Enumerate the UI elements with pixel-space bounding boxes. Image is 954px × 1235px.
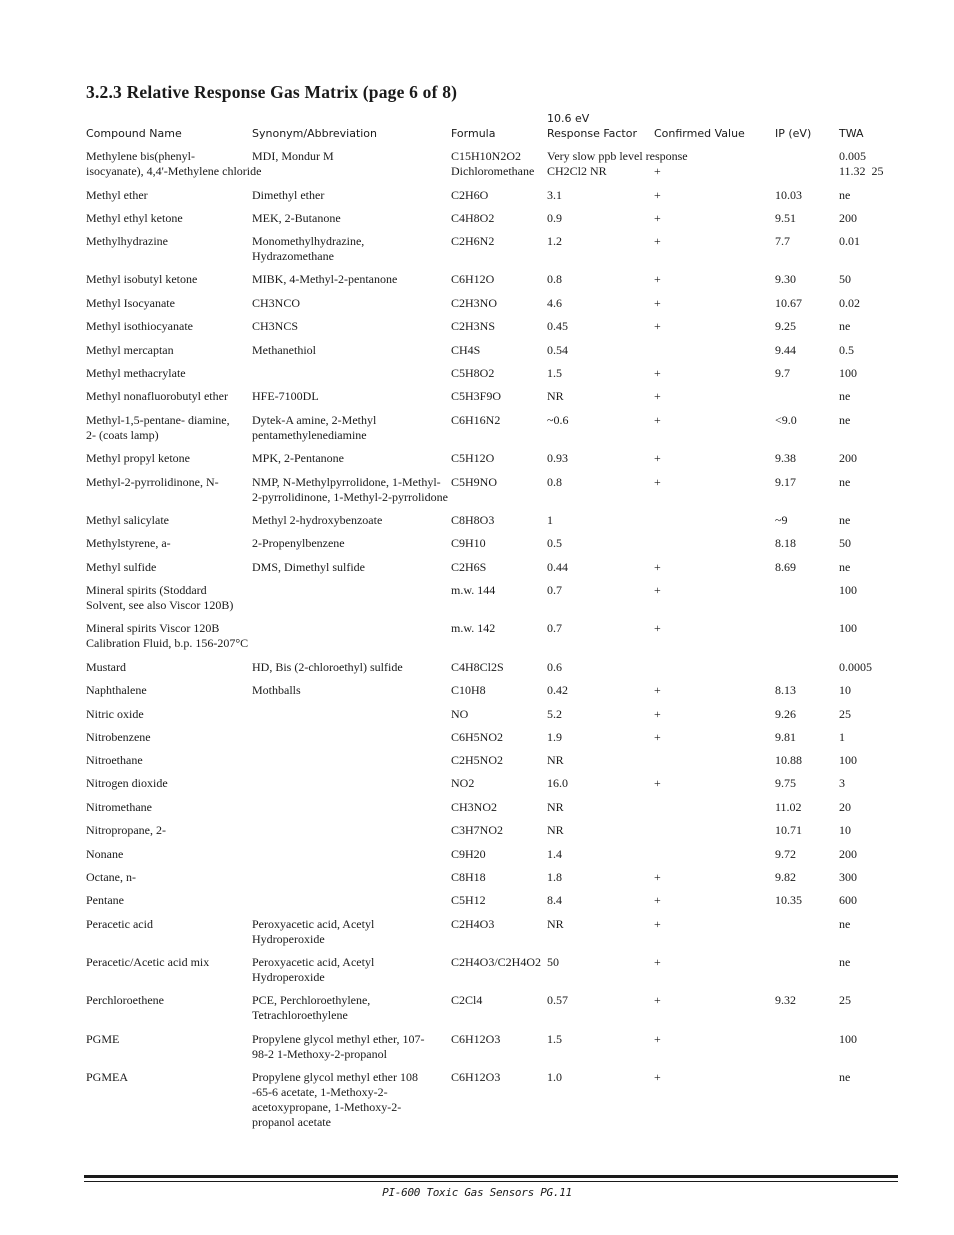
confirmed-value-cell: + bbox=[654, 366, 661, 380]
twa-value-cell: 100 bbox=[839, 753, 857, 767]
twa-value-cell: 100 bbox=[839, 621, 857, 635]
response-factor-cell: 0.57 bbox=[547, 993, 568, 1007]
response-factor-cell: 0.9 bbox=[547, 211, 562, 225]
response-factor-cell: 0.7 bbox=[547, 583, 562, 597]
header-compound-name: Compound Name bbox=[86, 127, 182, 140]
synonym-cell: HD, Bis (2-chloroethyl) sulfide bbox=[252, 660, 403, 674]
ip-value-cell: 7.7 bbox=[775, 234, 790, 248]
confirmed-value-cell: + bbox=[654, 211, 661, 225]
response-factor-cell: 3.1 bbox=[547, 188, 562, 202]
twa-value-cell: 300 bbox=[839, 870, 857, 884]
confirmed-value-cell: + bbox=[654, 583, 661, 597]
confirmed-value-cell: + bbox=[654, 475, 661, 489]
twa-value-cell: 600 bbox=[839, 893, 857, 907]
header-synonym: Synonym/Abbreviation bbox=[252, 127, 378, 140]
compound-name-cell: Methylstyrene, a- bbox=[86, 536, 171, 550]
confirmed-value-cell: + bbox=[654, 707, 661, 721]
response-factor-cell: 4.6 bbox=[547, 296, 562, 310]
ip-value-cell: <9.0 bbox=[775, 413, 797, 427]
synonym-cell: Peroxyacetic acid, Acetyl Hydroperoxide bbox=[252, 917, 375, 946]
confirmed-value-cell: + bbox=[654, 776, 661, 790]
confirmed-value-cell: + bbox=[654, 413, 661, 427]
response-factor-cell: 1.5 bbox=[547, 366, 562, 380]
header-formula: Formula bbox=[451, 127, 496, 140]
ip-value-cell: 9.44 bbox=[775, 343, 796, 357]
ip-value-cell: 8.13 bbox=[775, 683, 796, 697]
response-factor-cell: NR bbox=[547, 800, 564, 814]
formula-cell: CH3NO2 bbox=[451, 800, 498, 814]
formula-cell: NO2 bbox=[451, 776, 475, 790]
compound-name-cell: PGME bbox=[86, 1032, 120, 1046]
twa-value-cell: 0.02 bbox=[839, 296, 860, 310]
twa-value-cell: 200 bbox=[839, 211, 857, 225]
response-factor-cell: 1.0 bbox=[547, 1070, 562, 1084]
formula-cell: C2H6O bbox=[451, 188, 489, 202]
twa-value-cell: 0.5 bbox=[839, 343, 854, 357]
ip-value-cell: 9.82 bbox=[775, 870, 796, 884]
footer-rule-thin bbox=[84, 1181, 898, 1182]
confirmed-value-cell: + bbox=[654, 296, 661, 310]
confirmed-value-cell: + bbox=[654, 683, 661, 697]
ip-value-cell: 10.35 bbox=[775, 893, 802, 907]
synonym-cell: CH3NCS bbox=[252, 319, 299, 333]
formula-cell: C9H20 bbox=[451, 847, 486, 861]
response-factor-cell: 0.5 bbox=[547, 536, 562, 550]
formula-cell: C9H10 bbox=[451, 536, 486, 550]
formula-cell: m.w. 144 bbox=[451, 583, 496, 597]
confirmed-value-cell: + bbox=[654, 621, 661, 635]
twa-value-cell: 50 bbox=[839, 272, 851, 286]
header-response-factor: Response Factor bbox=[547, 127, 637, 140]
response-factor-cell: NR bbox=[547, 753, 564, 767]
confirmed-value-cell: + bbox=[654, 389, 661, 403]
confirmed-value-cell: + bbox=[654, 319, 661, 333]
compound-name-cell: Nitric oxide bbox=[86, 707, 144, 721]
twa-value-cell: 10 bbox=[839, 823, 851, 837]
compound-name-cell: Methyl sulfide bbox=[86, 560, 157, 574]
header-response-top: 10.6 eV bbox=[547, 112, 590, 125]
compound-name-cell: Methyl methacrylate bbox=[86, 366, 186, 380]
response-factor-cell: 0.44 bbox=[547, 560, 568, 574]
ip-value-cell: ~9 bbox=[775, 513, 788, 527]
synonym-cell: MEK, 2-Butanone bbox=[252, 211, 341, 225]
twa-value-cell: 3 bbox=[839, 776, 845, 790]
response-factor-cell: 50 bbox=[547, 955, 559, 969]
synonym-cell: Methyl 2-hydroxybenzoate bbox=[252, 513, 383, 527]
twa-value-cell: ne bbox=[839, 917, 851, 931]
twa-value-cell: ne bbox=[839, 188, 851, 202]
compound-name-cell: Methylene bis(phenyl- isocyanate), 4,4'-Methylene chloride bbox=[86, 149, 262, 178]
confirmed-value-cell: + bbox=[654, 730, 661, 744]
formula-cell: C5H3F9O bbox=[451, 389, 502, 403]
formula-cell: C6H5NO2 bbox=[451, 730, 504, 744]
twa-value-cell: ne bbox=[839, 475, 851, 489]
synonym-cell: 2-Propenylbenzene bbox=[252, 536, 345, 550]
ip-value-cell: 9.26 bbox=[775, 707, 796, 721]
page-title: 3.2.3 Relative Response Gas Matrix (page 6 of 8) bbox=[86, 82, 458, 102]
confirmed-value-cell: + bbox=[654, 560, 661, 574]
ip-value-cell: 10.71 bbox=[775, 823, 802, 837]
compound-name-cell: Methyl isothiocyanate bbox=[86, 319, 193, 333]
formula-cell: C6H12O3 bbox=[451, 1032, 501, 1046]
response-factor-cell: Very slow ppb level response CH2Cl2 NR bbox=[547, 149, 688, 178]
synonym-cell: PCE, Perchloroethylene, Tetrachloroethylene bbox=[252, 993, 371, 1022]
twa-value-cell: 25 bbox=[839, 707, 851, 721]
formula-cell: C2H3NS bbox=[451, 319, 496, 333]
synonym-cell: MDI, Mondur M bbox=[252, 149, 334, 163]
response-factor-cell: 0.7 bbox=[547, 621, 562, 635]
twa-value-cell: ne bbox=[839, 389, 851, 403]
compound-name-cell: Nonane bbox=[86, 847, 124, 861]
synonym-cell: Peroxyacetic acid, Acetyl Hydroperoxide bbox=[252, 955, 375, 984]
compound-name-cell: Nitrogen dioxide bbox=[86, 776, 168, 790]
confirmed-value-cell: + bbox=[654, 188, 661, 202]
formula-cell: C8H8O3 bbox=[451, 513, 495, 527]
response-factor-cell: NR bbox=[547, 917, 564, 931]
response-factor-cell: 1.4 bbox=[547, 847, 562, 861]
compound-name-cell: Perchloroethene bbox=[86, 993, 164, 1007]
compound-name-cell: Mineral spirits Viscor 120B Calibration Fluid, b.p. 156-207°C bbox=[86, 621, 249, 650]
synonym-cell: Dytek-A amine, 2-Methyl pentamethylenediamine bbox=[252, 413, 377, 442]
ip-value-cell: 9.32 bbox=[775, 993, 796, 1007]
compound-name-cell: Nitromethane bbox=[86, 800, 152, 814]
compound-name-cell: Methyl ethyl ketone bbox=[86, 211, 183, 225]
formula-cell: C2H6N2 bbox=[451, 234, 495, 248]
ip-value-cell: 8.18 bbox=[775, 536, 796, 550]
response-factor-cell: ~0.6 bbox=[547, 413, 569, 427]
compound-name-cell: Methyl salicylate bbox=[86, 513, 169, 527]
response-factor-cell: 8.4 bbox=[547, 893, 562, 907]
formula-cell: C15H10N2O2 Dichloromethane bbox=[451, 149, 535, 178]
compound-name-cell: Pentane bbox=[86, 893, 124, 907]
ip-value-cell: 11.02 bbox=[775, 800, 802, 814]
formula-cell: m.w. 142 bbox=[451, 621, 496, 635]
synonym-cell: Propylene glycol methyl ether 108 -65-6 acetate, 1-Methoxy-2- acetoxypropane, 1-Methoxy-2- propanol acetate bbox=[252, 1070, 418, 1129]
ip-value-cell: 9.81 bbox=[775, 730, 796, 744]
ip-value-cell: 9.72 bbox=[775, 847, 796, 861]
twa-value-cell: ne bbox=[839, 560, 851, 574]
twa-value-cell: 25 bbox=[839, 993, 851, 1007]
formula-cell: C6H12O bbox=[451, 272, 495, 286]
twa-value-cell: ne bbox=[839, 413, 851, 427]
confirmed-value-cell: + bbox=[654, 955, 661, 969]
synonym-cell: NMP, N-Methylpyrrolidone, 1-Methyl- 2-pyrrolidinone, 1-Methyl-2-pyrrolidone bbox=[252, 475, 448, 504]
header-twa: TWA bbox=[839, 127, 864, 140]
twa-value-cell: 100 bbox=[839, 366, 857, 380]
compound-name-cell: Peracetic/Acetic acid mix bbox=[86, 955, 210, 969]
confirmed-value-cell: + bbox=[654, 451, 661, 465]
ip-value-cell: 9.30 bbox=[775, 272, 796, 286]
synonym-cell: MIBK, 4-Methyl-2-pentanone bbox=[252, 272, 398, 286]
compound-name-cell: Methyl isobutyl ketone bbox=[86, 272, 198, 286]
header-ip: IP (eV) bbox=[775, 127, 812, 140]
formula-cell: C8H18 bbox=[451, 870, 486, 884]
response-factor-cell: 1.8 bbox=[547, 870, 562, 884]
response-factor-cell: NR bbox=[547, 389, 564, 403]
compound-name-cell: Methyl mercaptan bbox=[86, 343, 174, 357]
formula-cell: C5H12 bbox=[451, 893, 486, 907]
response-factor-cell: 0.93 bbox=[547, 451, 568, 465]
formula-cell: C6H12O3 bbox=[451, 1070, 501, 1084]
response-factor-cell: 5.2 bbox=[547, 707, 562, 721]
formula-cell: C3H7NO2 bbox=[451, 823, 504, 837]
formula-cell: C2H3NO bbox=[451, 296, 498, 310]
confirmed-value-cell: + bbox=[654, 1070, 661, 1084]
response-factor-cell: 0.6 bbox=[547, 660, 562, 674]
formula-cell: NO bbox=[451, 707, 469, 721]
synonym-cell: Mothballs bbox=[252, 683, 301, 697]
compound-name-cell: Methyl-2-pyrrolidinone, N- bbox=[86, 475, 219, 489]
twa-value-cell: 200 bbox=[839, 451, 857, 465]
twa-value-cell: 100 bbox=[839, 1032, 857, 1046]
synonym-cell: Methanethiol bbox=[252, 343, 316, 357]
compound-name-cell: Nitropropane, 2- bbox=[86, 823, 166, 837]
response-factor-cell: 0.45 bbox=[547, 319, 568, 333]
formula-cell: C4H8Cl2S bbox=[451, 660, 504, 674]
response-factor-cell: 1.5 bbox=[547, 1032, 562, 1046]
formula-cell: C6H16N2 bbox=[451, 413, 501, 427]
compound-name-cell: Nitroethane bbox=[86, 753, 143, 767]
response-factor-cell: 1.9 bbox=[547, 730, 562, 744]
response-factor-cell: 1 bbox=[547, 513, 553, 527]
compound-name-cell: Methyl-1,5-pentane- diamine, 2- (coats lamp) bbox=[86, 413, 230, 442]
response-factor-cell: 1.2 bbox=[547, 234, 562, 248]
formula-cell: C5H9NO bbox=[451, 475, 498, 489]
formula-cell: C5H8O2 bbox=[451, 366, 495, 380]
response-factor-cell: 0.8 bbox=[547, 475, 562, 489]
synonym-cell: Dimethyl ether bbox=[252, 188, 325, 202]
compound-name-cell: Naphthalene bbox=[86, 683, 147, 697]
formula-cell: C2Cl4 bbox=[451, 993, 483, 1007]
confirmed-value-cell: + bbox=[654, 164, 661, 178]
twa-value-cell: ne bbox=[839, 319, 851, 333]
footer-rule bbox=[84, 1175, 898, 1178]
formula-cell: C2H4O3/C2H4O2 bbox=[451, 955, 542, 969]
ip-value-cell: 9.7 bbox=[775, 366, 790, 380]
formula-cell: C4H8O2 bbox=[451, 211, 495, 225]
response-factor-cell: 16.0 bbox=[547, 776, 568, 790]
compound-name-cell: Octane, n- bbox=[86, 870, 136, 884]
ip-value-cell: 9.17 bbox=[775, 475, 796, 489]
response-factor-cell: NR bbox=[547, 823, 564, 837]
ip-value-cell: 9.51 bbox=[775, 211, 796, 225]
response-factor-cell: 0.8 bbox=[547, 272, 562, 286]
compound-name-cell: Nitrobenzene bbox=[86, 730, 151, 744]
twa-value-cell: 0.0005 bbox=[839, 660, 872, 674]
synonym-cell: HFE-7100DL bbox=[252, 389, 319, 403]
response-factor-cell: 0.42 bbox=[547, 683, 568, 697]
synonym-cell: CH3NCO bbox=[252, 296, 301, 310]
twa-value-cell: 200 bbox=[839, 847, 857, 861]
compound-name-cell: Methylhydrazine bbox=[86, 234, 168, 248]
twa-value-cell: 0.01 bbox=[839, 234, 860, 248]
twa-value-cell: 0.005 11.32 25 bbox=[839, 149, 884, 178]
ip-value-cell: 9.25 bbox=[775, 319, 796, 333]
confirmed-value-cell: + bbox=[654, 893, 661, 907]
compound-name-cell: Methyl Isocyanate bbox=[86, 296, 175, 310]
compound-name-cell: PGMEA bbox=[86, 1070, 129, 1084]
synonym-cell: DMS, Dimethyl sulfide bbox=[252, 560, 365, 574]
ip-value-cell: 9.75 bbox=[775, 776, 796, 790]
twa-value-cell: 20 bbox=[839, 800, 851, 814]
formula-cell: C2H4O3 bbox=[451, 917, 495, 931]
confirmed-value-cell: + bbox=[654, 234, 661, 248]
synonym-cell: Monomethylhydrazine, Hydrazomethane bbox=[252, 234, 365, 263]
compound-name-cell: Methyl ether bbox=[86, 188, 148, 202]
twa-value-cell: ne bbox=[839, 1070, 851, 1084]
twa-value-cell: ne bbox=[839, 955, 851, 969]
synonym-cell: Propylene glycol methyl ether, 107- 98-2 1-Methoxy-2-propanol bbox=[252, 1032, 425, 1061]
twa-value-cell: 100 bbox=[839, 583, 857, 597]
header-confirmed-value: Confirmed Value bbox=[654, 127, 745, 140]
twa-value-cell: 50 bbox=[839, 536, 851, 550]
ip-value-cell: 10.67 bbox=[775, 296, 802, 310]
confirmed-value-cell: + bbox=[654, 917, 661, 931]
ip-value-cell: 9.38 bbox=[775, 451, 796, 465]
page-footer: PI-600 Toxic Gas Sensors PG.11 bbox=[382, 1186, 572, 1199]
confirmed-value-cell: + bbox=[654, 272, 661, 286]
compound-name-cell: Methyl propyl ketone bbox=[86, 451, 190, 465]
synonym-cell: MPK, 2-Pentanone bbox=[252, 451, 344, 465]
confirmed-value-cell: + bbox=[654, 870, 661, 884]
response-factor-cell: 0.54 bbox=[547, 343, 568, 357]
formula-cell: C5H12O bbox=[451, 451, 495, 465]
compound-name-cell: Mustard bbox=[86, 660, 126, 674]
compound-name-cell: Mineral spirits (Stoddard Solvent, see also Viscor 120B) bbox=[86, 583, 234, 612]
ip-value-cell: 10.88 bbox=[775, 753, 802, 767]
twa-value-cell: 10 bbox=[839, 683, 851, 697]
ip-value-cell: 8.69 bbox=[775, 560, 796, 574]
formula-cell: C2H6S bbox=[451, 560, 487, 574]
compound-name-cell: Peracetic acid bbox=[86, 917, 153, 931]
twa-value-cell: ne bbox=[839, 513, 851, 527]
twa-value-cell: 1 bbox=[839, 730, 845, 744]
formula-cell: C2H5NO2 bbox=[451, 753, 504, 767]
confirmed-value-cell: + bbox=[654, 993, 661, 1007]
ip-value-cell: 10.03 bbox=[775, 188, 802, 202]
formula-cell: C10H8 bbox=[451, 683, 486, 697]
confirmed-value-cell: + bbox=[654, 1032, 661, 1046]
formula-cell: CH4S bbox=[451, 343, 481, 357]
compound-name-cell: Methyl nonafluorobutyl ether bbox=[86, 389, 228, 403]
